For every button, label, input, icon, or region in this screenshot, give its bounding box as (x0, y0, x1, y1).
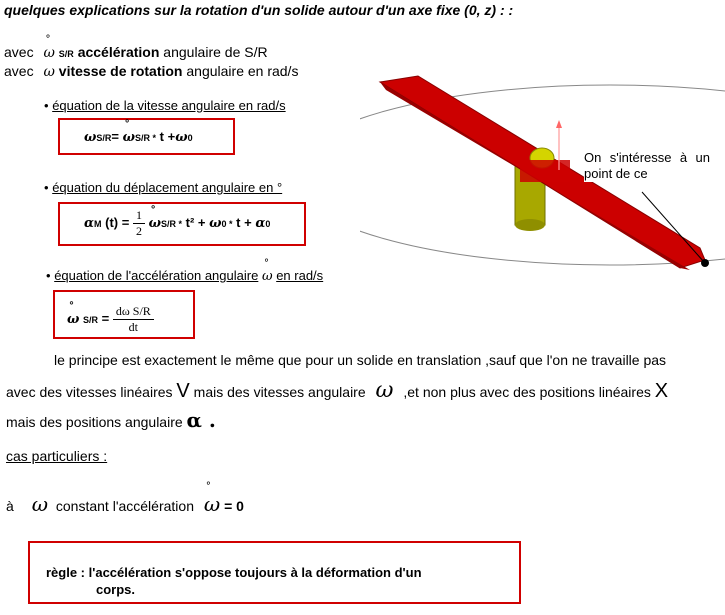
intro-rest: angulaire de S/R (163, 44, 268, 60)
figure-annotation: On s'intéresse à un point de ce (584, 150, 710, 181)
eq3-fraction (113, 304, 154, 335)
equation-1-formula (84, 129, 193, 145)
eq3-den: dt (128, 320, 138, 334)
p2-omega: ω (375, 378, 394, 403)
eq2-frac-den: 2 (135, 224, 142, 238)
intro-line-velocity (4, 63, 298, 80)
page-title: quelques explications sur la rotation d'un solide autour d'un axe fixe (0, z) : : (4, 2, 514, 18)
eq1-lhs: ω (84, 130, 97, 145)
eq3-lhs: ° ω (67, 312, 79, 327)
paragraph-line-2 (6, 378, 668, 403)
p2-b: mais des vitesses angulaire (193, 384, 366, 400)
eq2-sq: t² + (185, 214, 206, 230)
equation-3-heading (46, 268, 323, 284)
equation-2-title: équation du déplacement angulaire en ° (52, 180, 283, 195)
equation-3-unit: en rad/s (276, 268, 324, 283)
hub-clamp (520, 160, 570, 182)
eq3-lhs-sub: S/R (83, 314, 99, 325)
equation-3-formula (67, 304, 154, 335)
eq3-heading-omega-dot: ° ω (262, 269, 273, 284)
eq3-eq: = (101, 310, 110, 326)
p2-v: V (176, 380, 190, 402)
eq1-lhs-sub: S/R (96, 133, 112, 143)
p3-a: mais des positions angulaire (6, 414, 183, 430)
omega-dot-symbol: ° ω (43, 45, 54, 61)
eq2-fraction (133, 208, 145, 239)
paragraph-line-3 (6, 408, 216, 432)
eq2-mid-sym: ω (209, 215, 222, 231)
special-heading: cas particuliers : (6, 448, 108, 464)
equation-1-title: équation de la vitesse angulaire en rad/s (52, 98, 286, 113)
eq2-sym-sub: S/R * (160, 218, 182, 229)
eq2-end-sym: α (255, 215, 266, 231)
eq2-lhs-rest: (t) = (105, 214, 130, 230)
equation-3-box (53, 290, 195, 339)
special-line (6, 492, 244, 516)
eq1-end-sym: ω (175, 130, 188, 145)
shaft-base (515, 219, 545, 231)
bullet-icon: • (44, 180, 49, 195)
rule-text (46, 564, 422, 598)
paragraph-line-1: le principe est exactement le même que pour un solide en translation ,sauf que l'on ne travaille pas (54, 352, 667, 368)
eq2-mid-sub: 0 * (221, 218, 233, 229)
eq2-end-sub: 0 (265, 218, 271, 229)
eq2-lhs: α (84, 215, 95, 231)
special-prefix: à (6, 498, 14, 514)
p2-c: ,et non plus avec des positions linéaires (403, 384, 651, 400)
p2-x: X (654, 380, 669, 402)
eq1-end-sub: 0 (187, 133, 193, 143)
eq2-frac-num: 1 (133, 208, 145, 224)
eq2-omega-dot: ° ω (149, 216, 161, 231)
bullet-icon: • (46, 268, 51, 283)
intro-rest-2: angulaire en rad/s (186, 63, 299, 79)
bullet-icon: • (44, 98, 49, 113)
special-omega-dot: ° ω (204, 492, 220, 516)
intro-bold-velocity: vitesse de rotation (58, 63, 183, 79)
target-point (701, 259, 709, 267)
intro-bold-acceleration: accélération (77, 44, 160, 60)
eq1-omega-dot: ° ω (123, 130, 135, 145)
p3-alpha: α . (186, 408, 216, 432)
rule-box (28, 541, 521, 604)
equation-3-title: équation de l'accélération angulaire (54, 268, 259, 283)
intro-line-acceleration (4, 44, 268, 61)
equation-1-box (58, 118, 235, 155)
rule-text-2: corps. (96, 582, 136, 597)
special-mid: constant l'accélération (55, 498, 194, 514)
omega-subscript: S/R (58, 49, 74, 59)
intro-prefix: avec (4, 44, 34, 60)
p2-a: avec des vitesses linéaires (6, 384, 173, 400)
omega-symbol: ω (43, 64, 55, 80)
special-omega: ω (31, 492, 48, 516)
eq2-t: t + (236, 214, 252, 230)
intro-prefix-2: avec (4, 63, 34, 79)
eq1-eq: = (111, 129, 119, 144)
equation-1-heading (44, 98, 286, 113)
axis-arrow-icon (556, 120, 562, 128)
rule-label: règle : (46, 565, 86, 580)
special-result: = 0 (224, 498, 244, 514)
rule-text-1: l'accélération s'oppose toujours à la déformation d'un (88, 565, 422, 580)
equation-2-heading (44, 180, 282, 195)
eq1-sym-sub: S/R * (135, 133, 157, 143)
equation-2-box (58, 202, 306, 246)
eq3-num: dω S/R (113, 304, 154, 320)
eq1-rest: t + (159, 129, 176, 144)
equation-2-formula (84, 208, 270, 239)
eq2-lhs-sub: M (94, 218, 102, 229)
